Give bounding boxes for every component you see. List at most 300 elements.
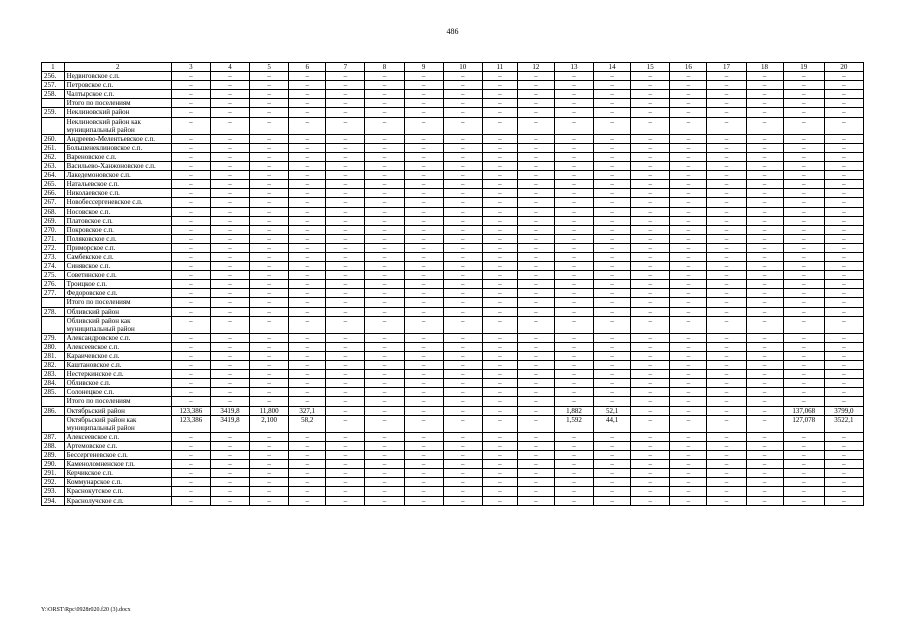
row-name: Николаевское с.п. — [64, 189, 171, 198]
value-cell: – — [517, 478, 554, 487]
value-cell: – — [482, 280, 517, 289]
value-cell: – — [517, 415, 554, 432]
value-cell: – — [594, 271, 631, 280]
value-cell: – — [824, 198, 863, 207]
row-number: 276. — [42, 280, 65, 289]
value-cell: – — [326, 134, 365, 143]
value-cell: – — [783, 252, 824, 261]
value-cell: – — [746, 289, 783, 298]
table-row — [42, 432, 864, 441]
value-cell: – — [210, 234, 249, 243]
value-cell: – — [326, 333, 365, 342]
value-cell: – — [482, 388, 517, 397]
value-cell: – — [289, 307, 326, 316]
value-cell: – — [210, 162, 249, 171]
value-cell: – — [517, 99, 554, 108]
value-cell: – — [594, 478, 631, 487]
value-cell: – — [404, 432, 443, 441]
value-cell: – — [171, 243, 210, 252]
value-cell: – — [250, 162, 289, 171]
value-cell: – — [482, 333, 517, 342]
row-name: Неклиновский район — [64, 108, 171, 117]
value-cell: – — [326, 216, 365, 225]
value-cell: – — [482, 262, 517, 271]
row-name: Коммунарское с.п. — [64, 478, 171, 487]
value-cell: – — [746, 216, 783, 225]
value-cell: – — [289, 271, 326, 280]
value-cell: – — [670, 441, 707, 450]
value-cell: – — [670, 280, 707, 289]
value-cell: – — [517, 171, 554, 180]
value-cell: – — [594, 262, 631, 271]
table-row — [42, 441, 864, 450]
value-cell: – — [670, 243, 707, 252]
value-cell: – — [404, 171, 443, 180]
value-cell: 52,1 — [594, 406, 631, 415]
value-cell: – — [594, 487, 631, 496]
row-name: Поляковское с.п. — [64, 234, 171, 243]
value-cell: – — [783, 216, 824, 225]
value-cell: – — [443, 307, 482, 316]
value-cell: – — [404, 198, 443, 207]
value-cell: – — [482, 289, 517, 298]
table-row — [42, 298, 864, 307]
value-cell: 1,592 — [554, 415, 593, 432]
value-cell: 44,1 — [594, 415, 631, 432]
value-cell: – — [365, 134, 404, 143]
row-number: 278. — [42, 307, 65, 316]
value-cell: – — [707, 298, 746, 307]
value-cell: – — [824, 81, 863, 90]
value-cell: – — [482, 415, 517, 432]
value-cell: – — [824, 441, 863, 450]
table-row — [42, 81, 864, 90]
value-cell: – — [707, 352, 746, 361]
value-cell: – — [746, 460, 783, 469]
value-cell: – — [326, 225, 365, 234]
value-cell: – — [404, 460, 443, 469]
value-cell: – — [404, 252, 443, 261]
value-cell: – — [365, 361, 404, 370]
value-cell: – — [250, 280, 289, 289]
value-cell: 58,2 — [289, 415, 326, 432]
value-cell: – — [554, 198, 593, 207]
value-cell: – — [707, 134, 746, 143]
value-cell: – — [707, 189, 746, 198]
table-row — [42, 478, 864, 487]
value-cell: – — [289, 262, 326, 271]
value-cell: – — [824, 280, 863, 289]
value-cell: – — [783, 432, 824, 441]
value-cell: – — [404, 134, 443, 143]
value-cell: – — [746, 134, 783, 143]
value-cell: – — [326, 451, 365, 460]
value-cell: – — [824, 152, 863, 161]
value-cell: – — [289, 432, 326, 441]
value-cell: – — [210, 180, 249, 189]
value-cell: – — [326, 406, 365, 415]
value-cell: – — [631, 117, 670, 134]
row-name: Новобессергеневское с.п. — [64, 198, 171, 207]
value-cell: – — [517, 180, 554, 189]
value-cell: – — [824, 298, 863, 307]
value-cell: – — [289, 496, 326, 505]
value-cell: – — [783, 478, 824, 487]
row-number: 256. — [42, 72, 65, 81]
value-cell: – — [326, 298, 365, 307]
value-cell: – — [289, 189, 326, 198]
value-cell: – — [210, 451, 249, 460]
value-cell: – — [707, 342, 746, 351]
value-cell: – — [670, 316, 707, 333]
value-cell: – — [824, 117, 863, 134]
value-cell: – — [746, 451, 783, 460]
value-cell: – — [517, 316, 554, 333]
value-cell: – — [365, 271, 404, 280]
value-cell: – — [554, 388, 593, 397]
value-cell: – — [594, 289, 631, 298]
value-cell: – — [670, 180, 707, 189]
value-cell: – — [746, 361, 783, 370]
value-cell: – — [210, 316, 249, 333]
value-cell: – — [326, 352, 365, 361]
row-number: 264. — [42, 171, 65, 180]
table-row — [42, 487, 864, 496]
value-cell: – — [670, 432, 707, 441]
value-cell: – — [707, 262, 746, 271]
value-cell: – — [443, 379, 482, 388]
table-row — [42, 361, 864, 370]
value-cell: – — [443, 406, 482, 415]
row-name: Большенеклиновское с.п. — [64, 143, 171, 152]
value-cell: – — [783, 469, 824, 478]
value-cell: – — [670, 262, 707, 271]
value-cell: – — [783, 496, 824, 505]
value-cell: – — [631, 289, 670, 298]
value-cell: – — [326, 379, 365, 388]
value-cell: – — [250, 189, 289, 198]
table-row — [42, 289, 864, 298]
value-cell: – — [554, 225, 593, 234]
value-cell: – — [631, 432, 670, 441]
value-cell: – — [554, 316, 593, 333]
value-cell: – — [326, 252, 365, 261]
value-cell: – — [365, 262, 404, 271]
value-cell: – — [631, 397, 670, 406]
value-cell: – — [250, 171, 289, 180]
value-cell: – — [783, 333, 824, 342]
value-cell: – — [250, 316, 289, 333]
value-cell: – — [404, 108, 443, 117]
table-row — [42, 262, 864, 271]
table-row — [42, 216, 864, 225]
value-cell: – — [443, 252, 482, 261]
value-cell: – — [482, 171, 517, 180]
row-name: Алексеевское с.п. — [64, 432, 171, 441]
value-cell: – — [746, 189, 783, 198]
value-cell: – — [289, 72, 326, 81]
table-row — [42, 352, 864, 361]
value-cell: – — [250, 451, 289, 460]
value-cell: – — [517, 496, 554, 505]
table-row — [42, 280, 864, 289]
value-cell: – — [250, 108, 289, 117]
value-cell: – — [250, 388, 289, 397]
value-cell: – — [631, 478, 670, 487]
value-cell: – — [289, 134, 326, 143]
value-cell: – — [707, 316, 746, 333]
value-cell: – — [326, 280, 365, 289]
value-cell: – — [171, 189, 210, 198]
value-cell: – — [670, 397, 707, 406]
value-cell: – — [824, 271, 863, 280]
value-cell: – — [517, 432, 554, 441]
value-cell: – — [443, 441, 482, 450]
value-cell: – — [210, 198, 249, 207]
value-cell: – — [326, 415, 365, 432]
value-cell: – — [404, 189, 443, 198]
value-cell: – — [404, 361, 443, 370]
header-cell: 5 — [250, 63, 289, 72]
value-cell: – — [554, 342, 593, 351]
value-cell: – — [824, 352, 863, 361]
value-cell: – — [594, 388, 631, 397]
header-cell: 6 — [289, 63, 326, 72]
value-cell: – — [443, 143, 482, 152]
header-cell: 16 — [670, 63, 707, 72]
value-cell: – — [594, 298, 631, 307]
value-cell: – — [517, 90, 554, 99]
value-cell: – — [326, 171, 365, 180]
value-cell: – — [824, 225, 863, 234]
value-cell: – — [289, 289, 326, 298]
value-cell: – — [746, 370, 783, 379]
value-cell: – — [517, 379, 554, 388]
header-cell: 9 — [404, 63, 443, 72]
value-cell: – — [631, 216, 670, 225]
value-cell: – — [783, 234, 824, 243]
value-cell: – — [783, 90, 824, 99]
value-cell: – — [707, 406, 746, 415]
value-cell: – — [289, 333, 326, 342]
value-cell: – — [631, 496, 670, 505]
value-cell: – — [554, 134, 593, 143]
value-cell: – — [670, 271, 707, 280]
value-cell: – — [746, 487, 783, 496]
value-cell: – — [210, 108, 249, 117]
value-cell: – — [326, 180, 365, 189]
value-cell: – — [707, 271, 746, 280]
value-cell: – — [554, 397, 593, 406]
value-cell: – — [210, 99, 249, 108]
value-cell: – — [404, 298, 443, 307]
value-cell: – — [250, 252, 289, 261]
value-cell: – — [554, 487, 593, 496]
value-cell: – — [404, 216, 443, 225]
value-cell: – — [171, 432, 210, 441]
value-cell: – — [517, 207, 554, 216]
value-cell: – — [824, 397, 863, 406]
value-cell: – — [365, 216, 404, 225]
value-cell: – — [482, 225, 517, 234]
value-cell: – — [670, 234, 707, 243]
value-cell: – — [482, 180, 517, 189]
header-cell: 20 — [824, 63, 863, 72]
row-name: Васильево-Ханжоновское с.п. — [64, 162, 171, 171]
value-cell: 2,100 — [250, 415, 289, 432]
value-cell: – — [289, 216, 326, 225]
value-cell: – — [824, 316, 863, 333]
row-number: 272. — [42, 243, 65, 252]
value-cell: – — [482, 162, 517, 171]
value-cell: – — [171, 496, 210, 505]
value-cell: – — [171, 108, 210, 117]
value-cell: – — [289, 441, 326, 450]
value-cell: – — [210, 90, 249, 99]
row-number: 277. — [42, 289, 65, 298]
value-cell: – — [554, 460, 593, 469]
value-cell: – — [443, 460, 482, 469]
value-cell: – — [554, 252, 593, 261]
value-cell: – — [250, 487, 289, 496]
value-cell: – — [594, 234, 631, 243]
value-cell: – — [171, 198, 210, 207]
value-cell: – — [824, 216, 863, 225]
value-cell: – — [517, 225, 554, 234]
value-cell: – — [783, 370, 824, 379]
value-cell: – — [404, 99, 443, 108]
value-cell: – — [250, 333, 289, 342]
value-cell: – — [482, 216, 517, 225]
value-cell: – — [554, 298, 593, 307]
row-name: Краснолучское с.п. — [64, 496, 171, 505]
header-cell: 18 — [746, 63, 783, 72]
value-cell: – — [250, 342, 289, 351]
value-cell: – — [250, 134, 289, 143]
value-cell: – — [365, 388, 404, 397]
value-cell: – — [171, 352, 210, 361]
value-cell: – — [783, 117, 824, 134]
value-cell: – — [594, 316, 631, 333]
value-cell: – — [783, 171, 824, 180]
value-cell: – — [171, 99, 210, 108]
value-cell: – — [250, 370, 289, 379]
value-cell: – — [171, 225, 210, 234]
value-cell: – — [631, 352, 670, 361]
row-name: Каштановское с.п. — [64, 361, 171, 370]
value-cell: – — [289, 388, 326, 397]
row-number — [42, 298, 65, 307]
value-cell: – — [707, 361, 746, 370]
value-cell: – — [326, 487, 365, 496]
value-cell: – — [631, 152, 670, 161]
value-cell: – — [482, 198, 517, 207]
value-cell: – — [443, 262, 482, 271]
table-row — [42, 451, 864, 460]
value-cell: – — [482, 397, 517, 406]
value-cell: – — [631, 262, 670, 271]
table-row — [42, 370, 864, 379]
data-table-wrapper — [41, 62, 864, 506]
value-cell: – — [289, 342, 326, 351]
value-cell: – — [171, 361, 210, 370]
value-cell: – — [517, 72, 554, 81]
value-cell: – — [707, 469, 746, 478]
row-name: Итого по поселениям — [64, 99, 171, 108]
value-cell: 127,078 — [783, 415, 824, 432]
value-cell: 327,1 — [289, 406, 326, 415]
value-cell: – — [443, 134, 482, 143]
value-cell: – — [670, 162, 707, 171]
value-cell: – — [210, 342, 249, 351]
value-cell: – — [326, 262, 365, 271]
value-cell: – — [631, 72, 670, 81]
value-cell: – — [670, 72, 707, 81]
value-cell: – — [326, 441, 365, 450]
value-cell: – — [365, 406, 404, 415]
value-cell: – — [554, 333, 593, 342]
value-cell: – — [783, 397, 824, 406]
value-cell: – — [783, 307, 824, 316]
value-cell: – — [670, 189, 707, 198]
value-cell: 123,386 — [171, 415, 210, 432]
table-row — [42, 72, 864, 81]
row-name: Чалтырское с.п. — [64, 90, 171, 99]
value-cell: – — [326, 162, 365, 171]
table-row — [42, 316, 864, 333]
value-cell: – — [783, 342, 824, 351]
value-cell: – — [824, 307, 863, 316]
value-cell: – — [289, 487, 326, 496]
value-cell: – — [554, 171, 593, 180]
value-cell: – — [594, 333, 631, 342]
value-cell: – — [554, 189, 593, 198]
value-cell: – — [404, 225, 443, 234]
value-cell: – — [289, 243, 326, 252]
value-cell: – — [210, 361, 249, 370]
value-cell: – — [783, 134, 824, 143]
table-row — [42, 171, 864, 180]
row-number: 293. — [42, 487, 65, 496]
value-cell: – — [289, 143, 326, 152]
value-cell: – — [365, 342, 404, 351]
value-cell: – — [289, 397, 326, 406]
value-cell: – — [594, 451, 631, 460]
value-cell: – — [171, 451, 210, 460]
row-name: Октябрьский район — [64, 406, 171, 415]
value-cell: – — [482, 352, 517, 361]
table-row — [42, 207, 864, 216]
table-row — [42, 90, 864, 99]
value-cell: – — [746, 432, 783, 441]
value-cell: – — [746, 415, 783, 432]
value-cell: – — [631, 460, 670, 469]
value-cell: – — [670, 451, 707, 460]
value-cell: – — [707, 388, 746, 397]
value-cell: – — [783, 262, 824, 271]
value-cell: – — [670, 460, 707, 469]
value-cell: 3419,8 — [210, 406, 249, 415]
value-cell: – — [404, 441, 443, 450]
value-cell: – — [443, 189, 482, 198]
value-cell: – — [365, 496, 404, 505]
value-cell: – — [171, 487, 210, 496]
value-cell: – — [783, 152, 824, 161]
value-cell: – — [783, 162, 824, 171]
value-cell: – — [482, 342, 517, 351]
value-cell: – — [746, 207, 783, 216]
row-number: 274. — [42, 262, 65, 271]
